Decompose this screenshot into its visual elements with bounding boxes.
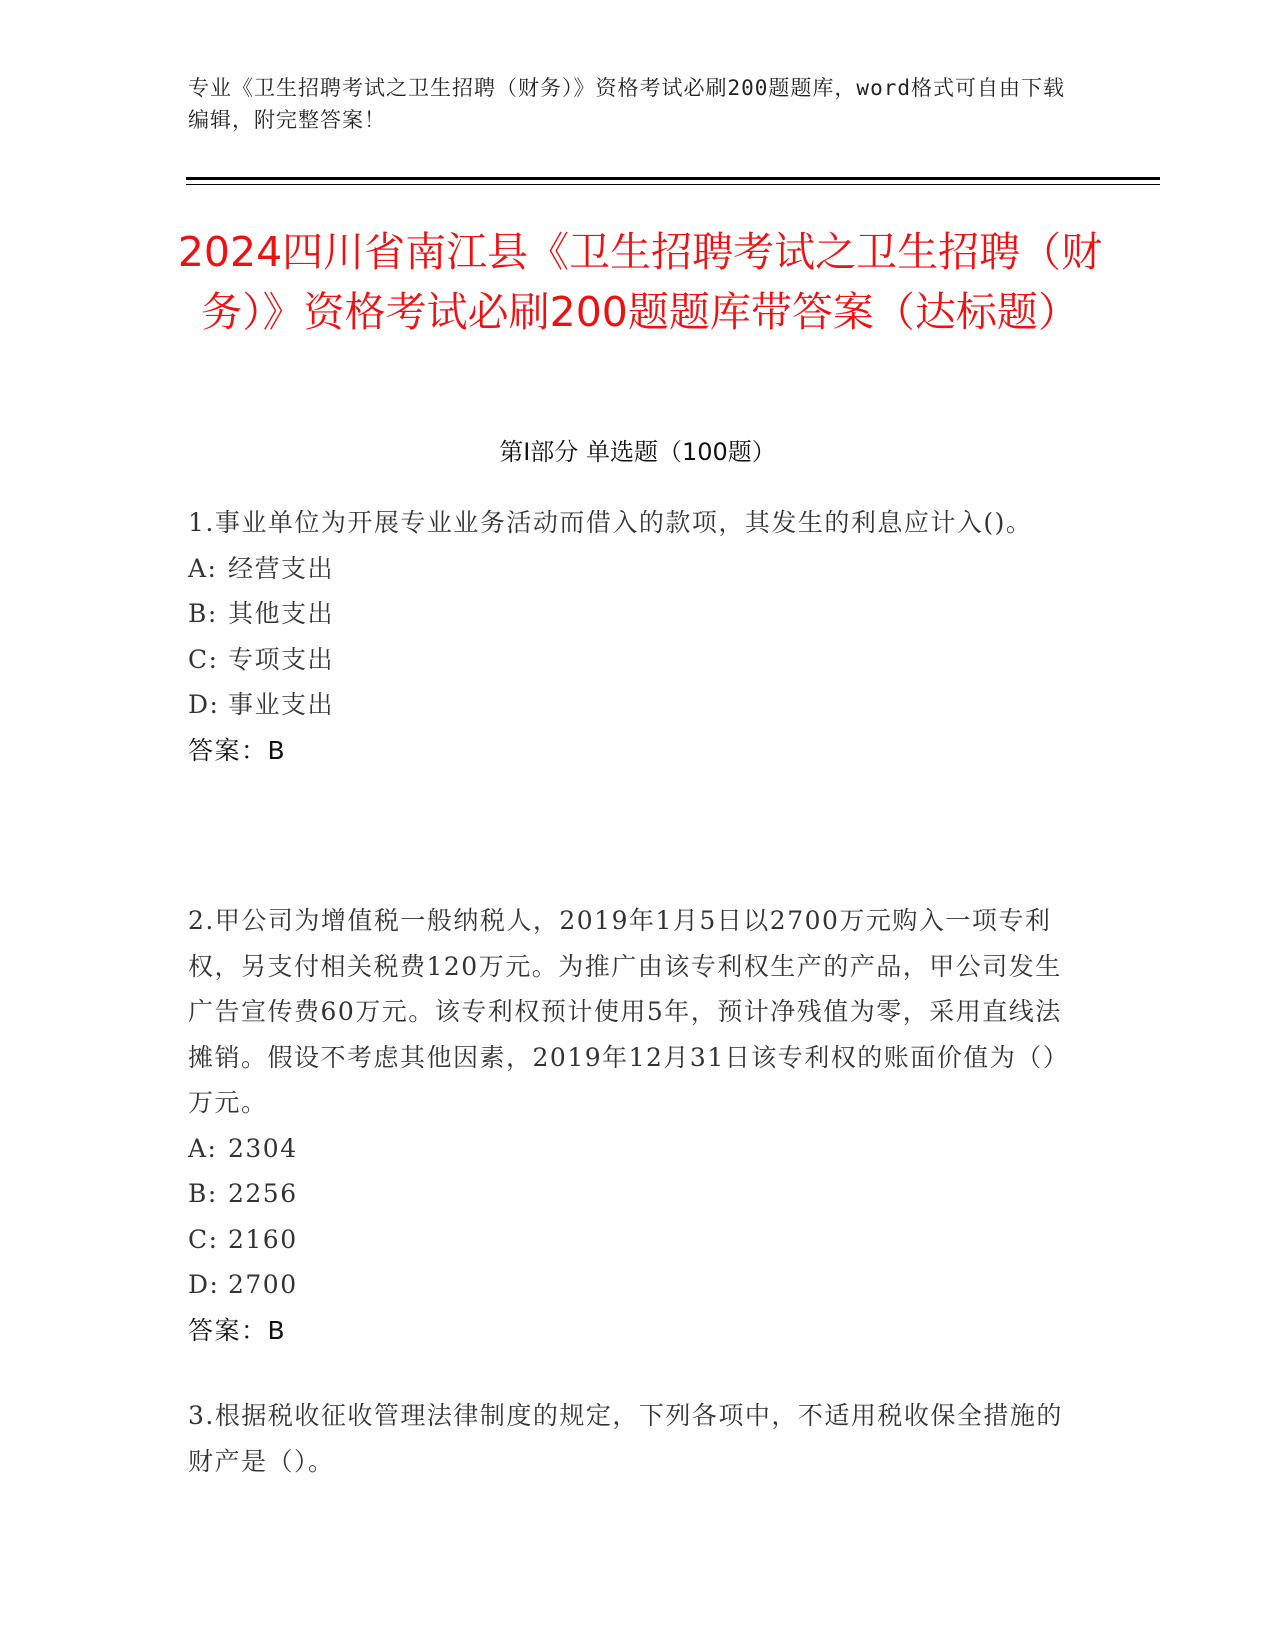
option-text: 2304 [228, 1133, 298, 1163]
option-key: D: [188, 690, 220, 719]
question-3 [188, 1393, 1088, 1484]
option-key: B: [188, 1179, 218, 1208]
question-stem: 3.根据税收征收管理法律制度的规定，下列各项中，不适用税收保全措施的财产是（）。 [188, 1401, 1063, 1476]
option-d [188, 682, 1088, 728]
option-a [188, 546, 1088, 592]
option-c [188, 1217, 1088, 1263]
option-key: C: [188, 644, 219, 674]
option-text: 专项支出 [228, 644, 335, 674]
option-text: 2256 [228, 1179, 298, 1208]
option-key: B: [188, 599, 218, 628]
header-note: 专业《卫生招聘考试之卫生招聘（财务）》资格考试必刷200题题库，word格式可自由下载编辑，附完整答案！ [188, 76, 1065, 132]
option-text: 2160 [228, 1224, 298, 1254]
question-stem: 1.事业单位为开展专业业务活动而借入的款项，其发生的利息应计入()。 [188, 508, 1033, 537]
header-divider-thin [186, 184, 1160, 185]
question-1 [188, 500, 1088, 773]
option-b [188, 591, 1088, 637]
option-text: 2700 [228, 1270, 298, 1299]
option-key: A: [188, 553, 218, 583]
question-stem: 2.甲公司为增值税一般纳税人，2019年1月5日以2700万元购入一项专利权，另支付相关税费120万元。为推广由该专利权生产的产品，甲公司发生广告宣传费60万元。该专利权预计使用5年，预计净残值为零，采用直线法摊销。假设不考虑其他因素，2019年12月31日该专利权的账面价值为（）万元。 [188, 906, 1070, 1117]
option-a [188, 1126, 1088, 1172]
answer-line: 答案：B [188, 1315, 287, 1345]
question-2 [188, 898, 1088, 1353]
option-b [188, 1171, 1088, 1217]
answer-line: 答案：B [188, 735, 287, 765]
option-key: A: [188, 1133, 218, 1163]
option-key: C: [188, 1224, 219, 1254]
option-text: 其他支出 [228, 599, 335, 628]
option-text: 事业支出 [228, 690, 335, 719]
option-text: 经营支出 [228, 553, 335, 583]
option-key: D: [188, 1270, 220, 1299]
option-d [188, 1262, 1088, 1308]
header-divider-thick [186, 177, 1160, 180]
document-title: 2024四川省南江县《卫生招聘考试之卫生招聘（财务）》资格考试必刷200题题库带答案（达标题） [177, 228, 1103, 336]
option-c [188, 637, 1088, 683]
section-title: 第Ⅰ部分 单选题（100题） [499, 438, 776, 466]
